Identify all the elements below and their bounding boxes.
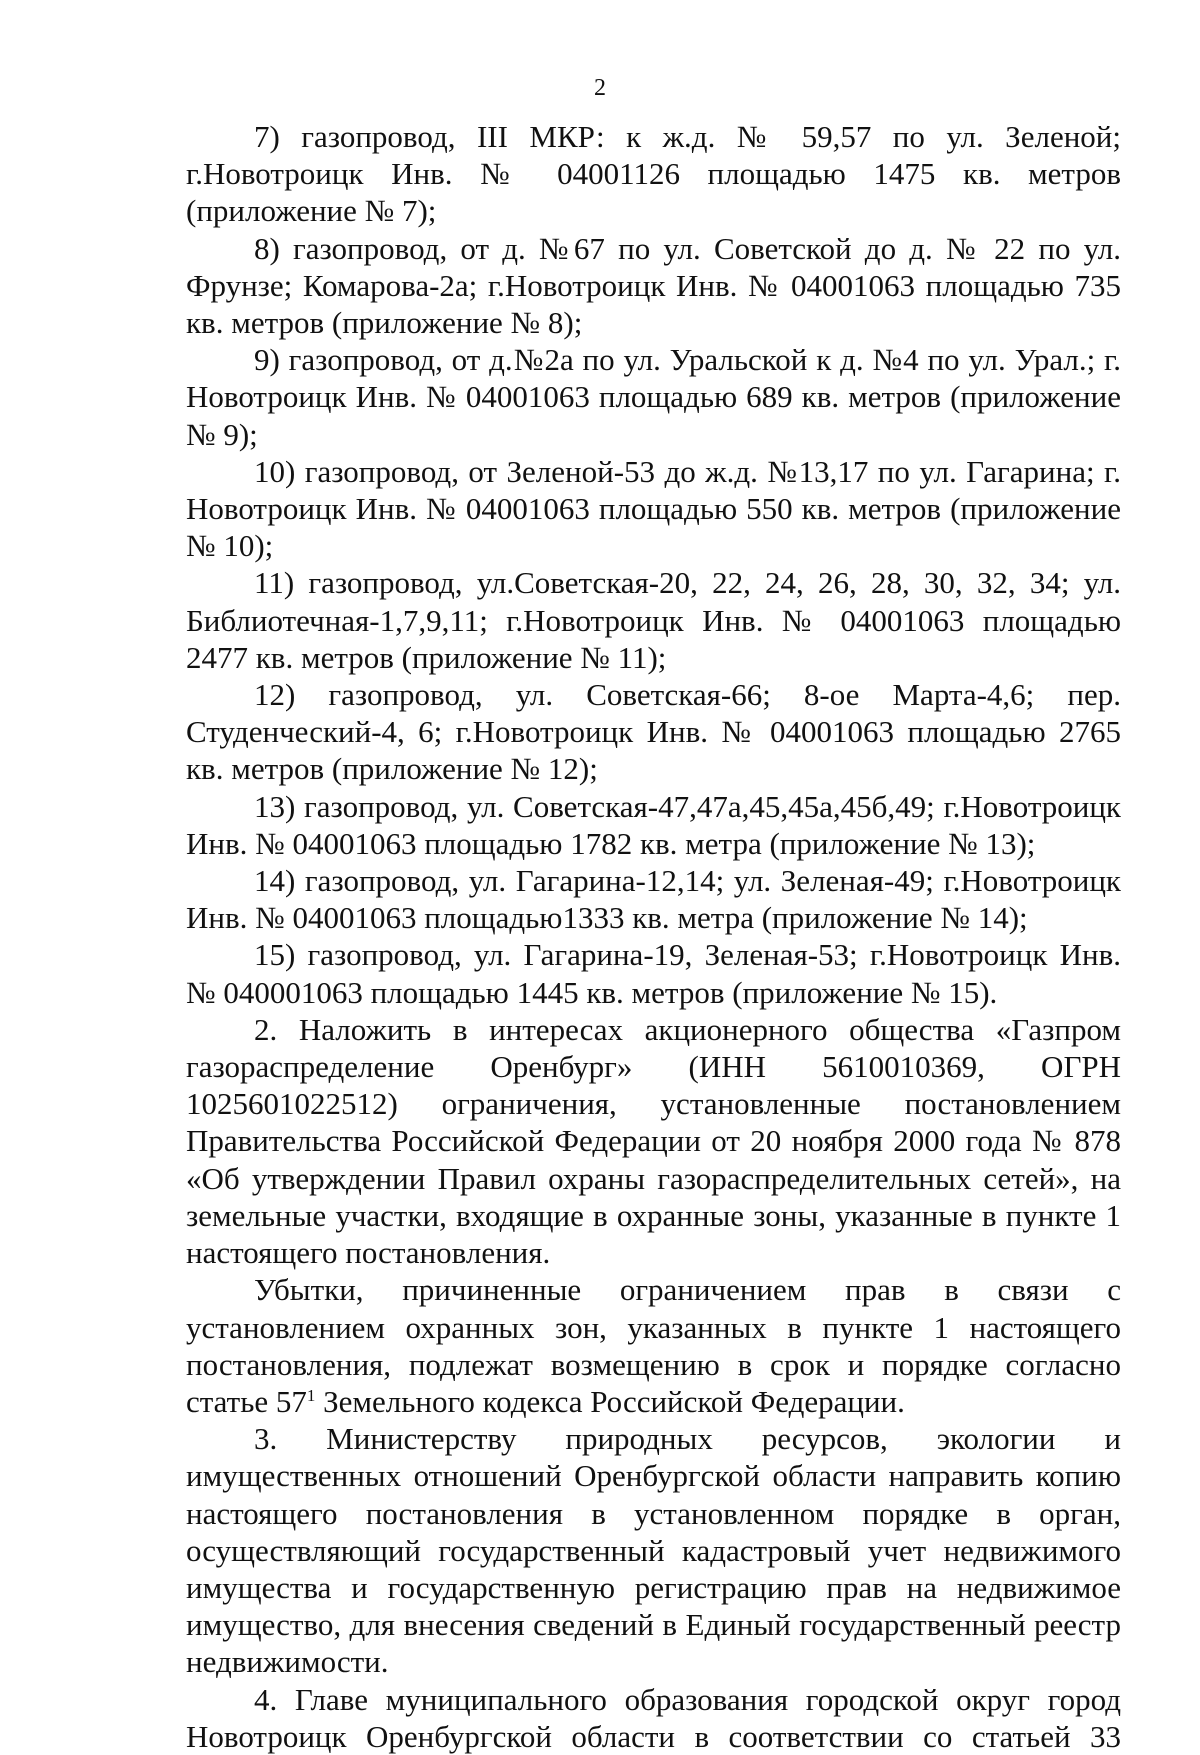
- losses-text: Убытки, причиненные ограничением прав в связи с установлением охранных зон, указанных в пункте 1 настоящего постановления, подлежат возмещению в срок и порядке согласно статье 57: [186, 1272, 1121, 1419]
- losses-paragraph: [186, 1271, 1121, 1420]
- document-body: [186, 118, 1121, 1755]
- clause-2-paragraph: 2. Наложить в интересах акционерного общества «Газпром газораспределение Оренбург» (ИНН 5610010369, ОГРН 1025601022512) ограничения, установленные постановлением Правительства Российской Федерации от 20 ноября 2000 года № 878 «Об утверждении Правил охраны газораспределительных сетей», на земельные участки, входящие в охранные зоны, указанные в пункте 1 настоящего постановления.: [186, 1011, 1121, 1271]
- item-9-paragraph: 9) газопровод, от д.№2а по ул. Уральской к д. №4 по ул. Урал.; г. Новотроицк Инв. № 04001063 площадью 689 кв. метров (приложение № 9);: [186, 342, 1121, 452]
- article-superscript: 1: [306, 1385, 316, 1405]
- losses-text-end: Земельного кодекса Российской Федерации.: [315, 1383, 905, 1419]
- clause-4-paragraph: 4. Главе муниципального образования городской округ город Новотроицк Оренбургской области в соответствии со статьей 33: [186, 1681, 1121, 1754]
- item-10-paragraph: 10) газопровод, от Зеленой-53 до ж.д. №13,17 по ул. Гагарина; г. Новотроицк Инв. № 04001063 площадью 550 кв. метров (приложение № 10);: [186, 453, 1121, 564]
- page-number: 2: [594, 75, 606, 101]
- item-14-paragraph: 14) газопровод, ул. Гагарина-12,14; ул. Зеленая-49; г.Новотроицк Инв. № 04001063 площадью1333 кв. метра (приложение № 14);: [186, 863, 1121, 936]
- item-11-paragraph: 11) газопровод, ул.Советская-20, 22, 24, 26, 28, 30, 32, 34; ул. Библиотечная-1,7,9,11; г.Новотроицк Инв. № 04001063 площадью 2477 кв. метров (приложение № 11);: [186, 565, 1121, 675]
- item-8-paragraph: 8) газопровод, от д. №67 по ул. Советской до д. № 22 по ул. Фрунзе; Комарова-2а; г.Новотроицк Инв. № 04001063 площадью 735 кв. метров (приложение № 8);: [186, 230, 1121, 341]
- item-15-paragraph: 15) газопровод, ул. Гагарина-19, Зеленая-53; г.Новотроицк Инв. № 040001063 площадью 1445 кв. метров (приложение № 15).: [186, 937, 1121, 1010]
- item-12-paragraph: 12) газопровод, ул. Советская-66; 8-ое Марта-4,6; пер. Студенческий-4, 6; г.Новотроицк Инв. № 04001063 площадью 2765 кв. метров (приложение № 12);: [186, 677, 1121, 787]
- item-7-paragraph: 7) газопровод, III МКР: к ж.д. № 59,57 по ул. Зеленой; г.Новотроицк Инв. № 04001126 площадью 1475 кв. метров (приложение № 7);: [186, 119, 1121, 229]
- item-13-paragraph: 13) газопровод, ул. Советская-47,47а,45,45а,45б,49; г.Новотроицк Инв. № 04001063 площадью 1782 кв. метра (приложение № 13);: [186, 788, 1121, 861]
- clause-3-paragraph: 3. Министерству природных ресурсов, экологии и имущественных отношений Оренбургской области направить копию настоящего постановления в установленном порядке в орган, осуществляющий государственный кадастровый учет недвижимого имущества и государственную регистрацию прав на недвижимое имущество, для внесения сведений в Единый государственный реестр недвижимости.: [186, 1421, 1121, 1680]
